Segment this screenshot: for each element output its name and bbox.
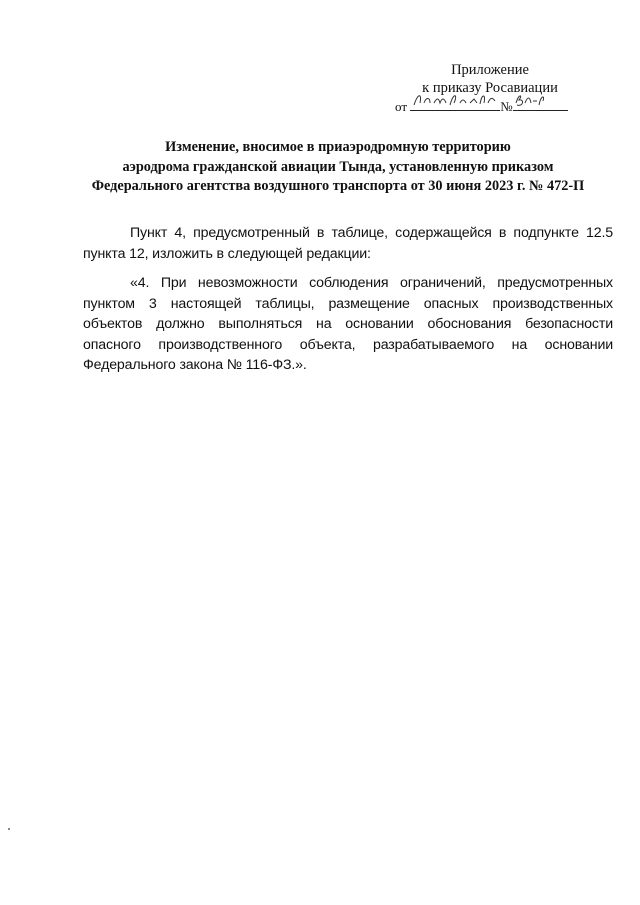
body-paragraph-2: «4. При невозможности соблюдения ограничений, предусмотренных пунктом 3 настоящей таблицы, размещение опасных производственных объектов должно выполняться на основании обоснования безопасности опасного производственного объекта, разрабатываемого на основании Федерального закона № 116-ФЗ.».: [83, 275, 613, 373]
date-prefix: от: [395, 99, 408, 114]
document-title: [60, 138, 616, 197]
title-line-3: Федерального агентства воздушного транспорта от 30 июня 2023 г. № 472-П: [91, 178, 585, 194]
title-line-2: аэродрома гражданской авиации Тында, установленную приказом: [122, 158, 554, 175]
number-prefix: №: [500, 99, 513, 114]
body-paragraph-1: Пункт 4, предусмотренный в таблице, содержащейся в подпункте 12.5 пункта 12, изложить в следующей редакции:: [83, 225, 613, 262]
handwritten-number-signature: [513, 91, 568, 109]
title-line-1: Изменение, вносимое в приаэродромную территорию: [165, 139, 511, 155]
handwritten-date: [410, 97, 500, 111]
handwritten-number: [513, 97, 568, 111]
appendix-header: [390, 61, 590, 116]
handwritten-date-signature: [410, 91, 500, 109]
appendix-order-ref: к приказу Росавиации: [422, 80, 558, 96]
order-date-number-line: [390, 97, 590, 116]
scan-speck: [8, 828, 10, 830]
appendix-label: Приложение: [451, 62, 529, 78]
